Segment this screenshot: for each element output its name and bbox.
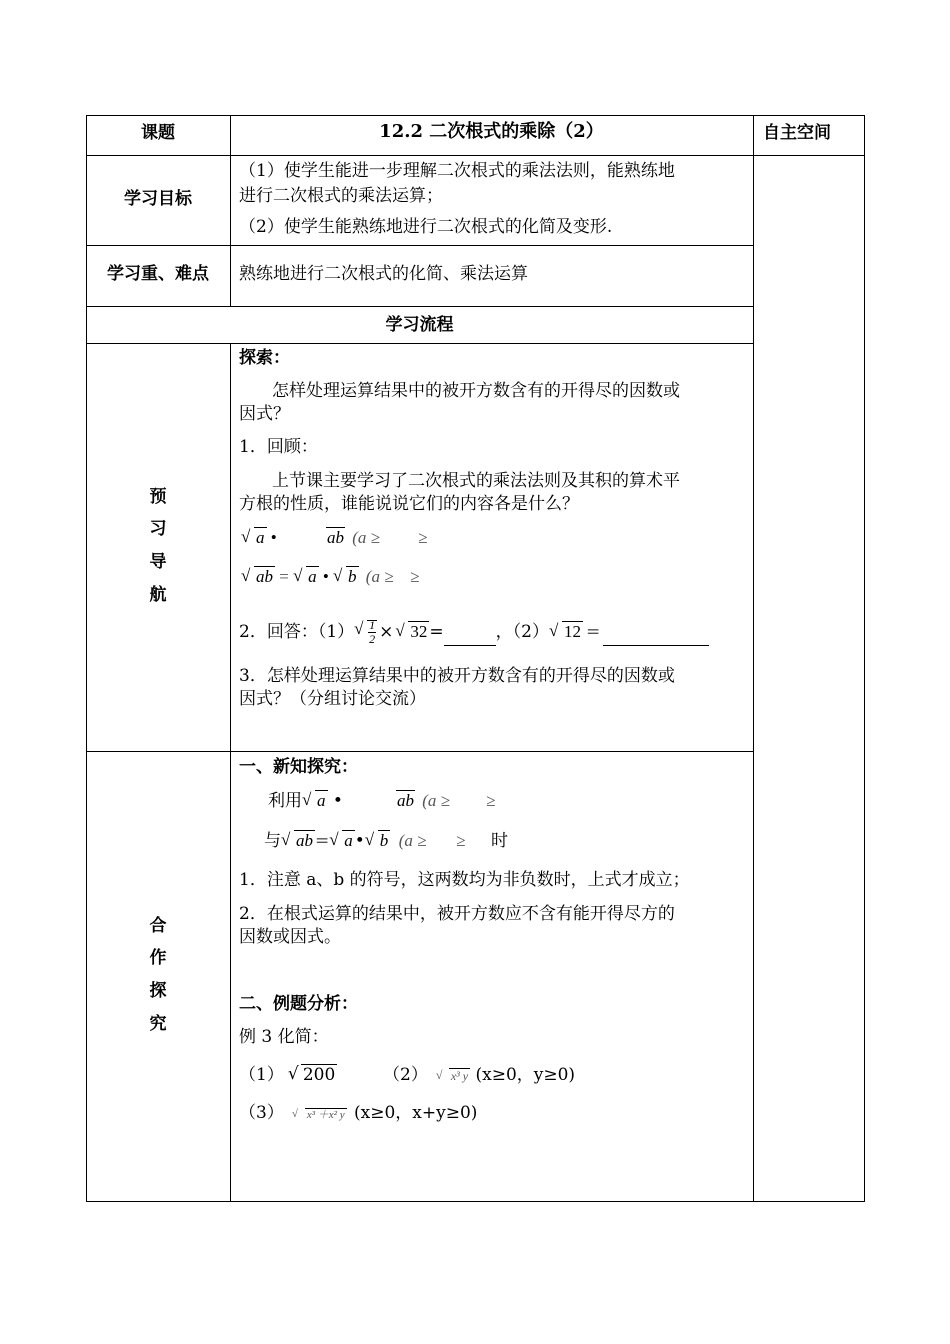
key-points-text: 熟练地进行二次根式的化简、乘法运算 <box>239 264 528 284</box>
answer-mid: ，（2） <box>495 622 549 642</box>
ge-sign: ≥ <box>410 567 420 586</box>
radical: √ a <box>329 830 355 852</box>
flow-heading: 学习流程 <box>385 315 454 335</box>
use-formula-line <box>396 790 450 812</box>
objective-line: （1）使学生能进一步理解二次根式的乘法法则，能熟练地 <box>239 161 675 181</box>
radical: √ x³ ＋x² y <box>292 1104 347 1126</box>
review-heading: 1．回顾： <box>239 437 318 457</box>
use-formula-line: 利用√ a • <box>268 790 343 812</box>
grid-line <box>86 155 753 156</box>
question-line: 3．怎样处理运算结果中的被开方数含有的开得尽的因数或 <box>239 666 675 686</box>
times-sign: × <box>379 622 394 642</box>
radical: √ b <box>365 830 391 852</box>
equals-sign: = <box>429 622 444 642</box>
dot-operator: • <box>322 567 329 586</box>
ge-sign: ≥ <box>418 528 428 547</box>
overlined-ab: ab <box>327 528 344 547</box>
review-line: 上节课主要学习了二次根式的乘法法则及其积的算术平 <box>272 471 680 491</box>
cooperate-label-char: 合 <box>149 916 167 936</box>
radical: √ ab <box>281 830 315 852</box>
note-line: 2．在根式运算的结果中，被开方数应不含有能开得尽方的 <box>239 904 675 924</box>
radical: √ b <box>333 566 359 588</box>
grid-line <box>864 115 865 1202</box>
review-line: 方根的性质，谁能说说它们的内容各是什么？ <box>239 494 579 514</box>
condition-text: (a ≥ <box>398 831 427 850</box>
condition-text: (a ≥ <box>352 528 380 547</box>
grid-line <box>86 115 864 116</box>
radical: √ a <box>293 566 319 588</box>
preview-label-char: 预 <box>149 487 167 507</box>
condition-text: (a ≥ <box>422 791 450 810</box>
grid-line <box>86 751 753 752</box>
grid-line <box>753 155 864 156</box>
note-line: 因数或因式。 <box>239 927 341 947</box>
section-heading: 一、新知探究： <box>239 757 358 777</box>
radical: √ a <box>241 527 267 549</box>
topic-label: 课题 <box>141 123 175 143</box>
radical: √ 12 <box>549 621 583 643</box>
section-heading: 二、例题分析： <box>239 994 358 1014</box>
dot-operator: • <box>332 791 343 811</box>
answer-blank[interactable] <box>444 627 496 646</box>
radical <box>354 619 377 646</box>
question-line: 因式？ <box>239 404 290 424</box>
grid-line <box>230 343 231 1202</box>
condition-text: (x≥0，x+y≥0) <box>353 1103 478 1123</box>
grid-line <box>86 1201 864 1202</box>
preview-label-char: 导 <box>149 552 167 572</box>
answer-prefix: 2．回答：（1） <box>239 622 355 642</box>
answer-blank[interactable] <box>603 627 709 646</box>
objectives-label: 学习目标 <box>124 189 192 209</box>
preview-label-char: 习 <box>149 519 167 539</box>
radical: √ 32 <box>395 621 429 643</box>
preview-label-char: 航 <box>149 585 167 605</box>
explore-heading: 探索： <box>239 348 290 368</box>
side-space-label: 自主空间 <box>763 123 831 143</box>
ge-sign: ≥ <box>486 791 496 810</box>
ge-sign: ≥ <box>456 831 466 850</box>
radical: √ 200 <box>288 1064 337 1086</box>
grid-line <box>86 343 753 344</box>
radical: √ x³ y <box>436 1065 470 1087</box>
answer-line <box>239 619 709 646</box>
product-rule-formula <box>241 527 277 549</box>
cooperate-label-char: 究 <box>149 1014 167 1034</box>
equals-sign: = <box>585 622 601 642</box>
example-item: （1）√ 200 <box>239 1064 337 1086</box>
overlined-ab: ab <box>397 791 414 810</box>
radical: √ a <box>302 790 328 812</box>
question-line: 怎样处理运算结果中的被开方数含有的开得尽的因数或 <box>272 381 680 401</box>
radical: √ ab <box>241 566 275 588</box>
page-title: 12.2 二次根式的乘除（2） <box>379 121 604 142</box>
equals-sign: = <box>279 567 289 586</box>
when-suffix: 时 <box>491 831 508 851</box>
example-title: 例 3 化简： <box>239 1027 329 1047</box>
grid-line <box>753 115 754 1202</box>
example-item: （3）√ x³ ＋x² y (x≥0，x+y≥0) <box>239 1102 477 1126</box>
key-points-label: 学习重、难点 <box>107 264 209 284</box>
note-line: 1．注意 a、b 的符号，这两数均为非负数时，上式才成立； <box>239 870 690 890</box>
condition-text: (x≥0，y≥0) <box>475 1065 576 1085</box>
cooperate-label-char: 探 <box>149 981 167 1001</box>
cooperate-label-char: 作 <box>149 948 167 968</box>
condition-text: (a ≥ <box>365 567 394 586</box>
dot-operator: • <box>354 831 365 851</box>
objective-line: （2）使学生能熟练地进行二次根式的化简及变形. <box>239 217 613 237</box>
product-sqrt-formula <box>241 566 394 588</box>
product-rule-formula <box>326 527 380 549</box>
grid-line <box>86 245 753 246</box>
grid-line <box>230 115 231 306</box>
example-item: （2）√ x³ y (x≥0，y≥0) <box>383 1064 575 1087</box>
grid-line <box>86 306 753 307</box>
question-line: 因式？（分组讨论交流） <box>239 689 426 709</box>
objective-line: 进行二次根式的乘法运算； <box>239 186 443 206</box>
dot-operator: • <box>270 528 277 547</box>
fraction: √ $\frac{1}{2}$ <box>369 618 376 646</box>
equals-sign: = <box>315 831 330 851</box>
with-formula-line: 与√ ab =√ a •√ b (a ≥ <box>264 830 426 852</box>
